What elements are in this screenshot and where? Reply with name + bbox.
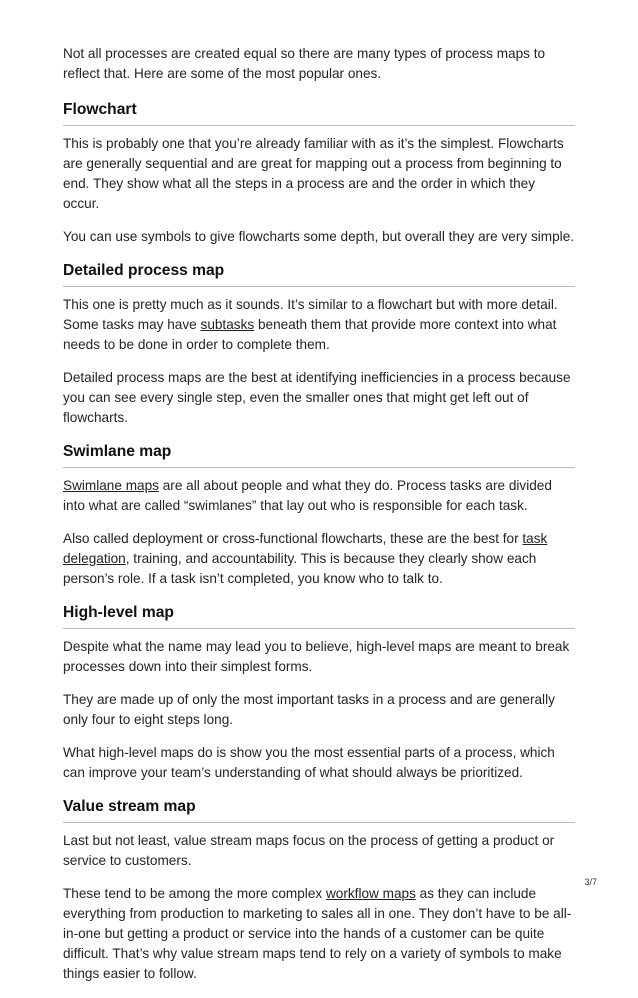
heading-detailed-process-map: Detailed process map <box>63 261 575 287</box>
section-high-level-map <box>63 603 575 783</box>
high-level-paragraph-2: They are made up of only the most important tasks in a process and are generally only four to eight steps long. <box>63 692 555 727</box>
section-swimlane-map <box>63 442 575 589</box>
swimlane-paragraph-2 <box>63 529 575 589</box>
detailed-p1-text-after: beneath them that provide more context into what needs to be done in order to complete them. <box>63 317 557 352</box>
detailed-paragraph-2: Detailed process maps are the best at identifying inefficiencies in a process because you can see every single step, even the smaller ones that might get left out of flowcharts. <box>63 370 571 425</box>
document-page <box>63 44 575 998</box>
swimlane-p2-text-after: , training, and accountability. This is because they clearly show each person’s role. If a task isn’t completed, you know who to talk to. <box>63 551 537 586</box>
swimlane-maps-link[interactable]: Swimlane maps <box>63 478 159 493</box>
swimlane-paragraph-1 <box>63 476 575 516</box>
heading-value-stream-map: Value stream map <box>63 797 575 823</box>
intro-paragraph: Not all processes are created equal so there are many types of process maps to reflect that. Here are some of the most popular ones. <box>63 46 546 81</box>
swimlane-p2-text-before: Also called deployment or cross-functional flowcharts, these are the best for <box>63 531 523 546</box>
heading-swimlane-map: Swimlane map <box>63 442 575 468</box>
high-level-paragraph-1: Despite what the name may lead you to believe, high-level maps are meant to break processes down into their simplest forms. <box>63 639 570 674</box>
heading-high-level-map: High-level map <box>63 603 575 629</box>
high-level-paragraph-3: What high-level maps do is show you the most essential parts of a process, which can improve your team’s understanding of what should always be prioritized. <box>63 745 555 780</box>
value-stream-p2-text-after: as they can include everything from production to marketing to sales all in one. They don’t have to be all-in-one but getting a product or service into the hands of a customer can be quite difficult. That’s why value stream maps tend to rely on a variety of symbols to make things easier to follow. <box>63 886 572 981</box>
subtasks-link[interactable]: subtasks <box>200 317 255 332</box>
section-detailed-process-map <box>63 261 575 428</box>
swimlane-p1-text-after: are all about people and what they do. Process tasks are divided into what are called “swimlanes” that lay out who is responsible for each task. <box>63 478 552 513</box>
task-delegation-link[interactable]: task delegation <box>63 531 548 566</box>
flowchart-paragraph-1: This is probably one that you’re already familiar with as it’s the simplest. Flowcharts are generally sequential and are great for mapping out a process from beginning to end. They show what all the steps in a process are and the order in which they occur. <box>63 136 564 211</box>
section-flowchart <box>63 100 575 247</box>
detailed-p1-text-before: This one is pretty much as it sounds. It’s similar to a flowchart but with more detail. Some tasks may have <box>63 297 558 332</box>
detailed-paragraph-1 <box>63 295 575 355</box>
page-number: 3/7 <box>584 877 597 887</box>
workflow-maps-link[interactable]: workflow maps <box>325 886 416 901</box>
section-value-stream-map <box>63 797 575 984</box>
value-stream-paragraph-1: Last but not least, value stream maps focus on the process of getting a product or service to customers. <box>63 833 555 868</box>
flowchart-paragraph-2: You can use symbols to give flowcharts some depth, but overall they are very simple. <box>63 229 575 244</box>
value-stream-p2-text-before: These tend to be among the more complex <box>63 886 326 901</box>
value-stream-paragraph-2 <box>63 884 575 984</box>
heading-flowchart: Flowchart <box>63 100 575 126</box>
